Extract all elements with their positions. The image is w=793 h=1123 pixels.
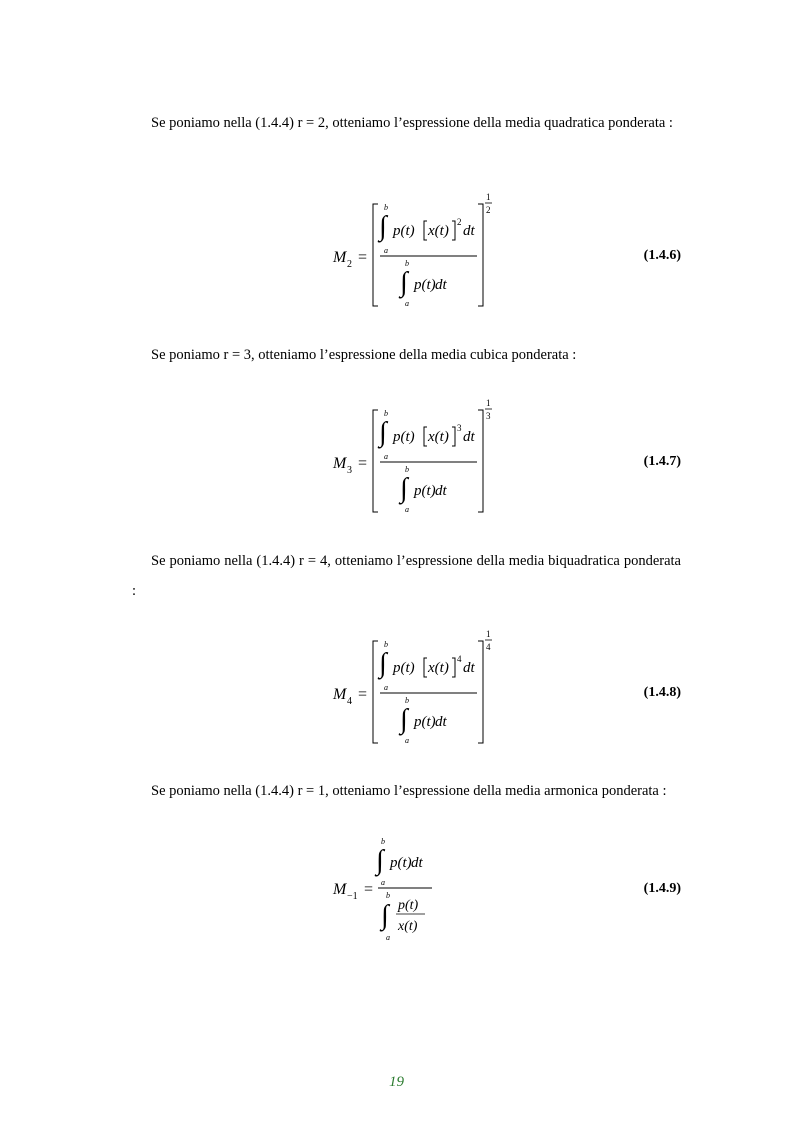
eq-exp-den: 4	[486, 642, 491, 652]
equation-1-4-7	[320, 396, 520, 521]
equation-number: (1.4.8)	[643, 685, 681, 700]
equation-1-4-8	[320, 627, 520, 752]
lower-limit: a	[405, 505, 409, 514]
integral-sign: ∫	[400, 267, 408, 298]
upper-limit: b	[405, 465, 409, 474]
dt: dt	[463, 429, 475, 445]
upper-limit: b	[405, 696, 409, 705]
lower-limit: a	[384, 246, 388, 255]
paragraph-1	[132, 108, 681, 138]
power: 4	[457, 654, 462, 664]
page-number: 19	[389, 1074, 404, 1090]
eq-lhs-subscript: −1	[347, 891, 358, 902]
integral-sign: ∫	[379, 417, 387, 448]
eq-equals: =	[364, 881, 374, 898]
dt: dt	[411, 855, 423, 871]
eq-exp-num: 1	[486, 192, 491, 202]
upper-limit: b	[384, 203, 388, 212]
eq-lhs-symbol: M	[333, 249, 347, 266]
eq-equals: =	[358, 686, 368, 703]
p-of-t: p(t)	[393, 429, 415, 445]
paragraph-4	[132, 776, 681, 806]
paragraph-3	[132, 546, 681, 606]
p-of-t: p(t)	[414, 483, 436, 499]
upper-limit: b	[386, 891, 390, 900]
upper-limit: b	[405, 259, 409, 268]
power: 2	[457, 217, 462, 227]
eq-exp-den: 2	[486, 205, 491, 215]
x-of-t: x(t)	[428, 429, 449, 445]
paragraph-2	[132, 340, 681, 370]
dt: dt	[435, 714, 447, 730]
paragraph-3-text: Se poniamo nella (1.4.4) r = 4, otteniamo l’espressione della media biquadratica ponderata :	[132, 553, 681, 599]
integral-sign: ∫	[400, 473, 408, 504]
integral-sign: ∫	[379, 211, 387, 242]
integral-sign: ∫	[379, 648, 387, 679]
eq-equals: =	[358, 249, 368, 266]
paragraph-2-text: Se poniamo r = 3, otteniamo l’espressione della media cubica ponderata :	[151, 347, 577, 363]
equation-1-4-6	[320, 190, 520, 315]
p-of-t: p(t)	[414, 714, 436, 730]
lower-limit: a	[386, 933, 390, 942]
equation-number: (1.4.7)	[643, 454, 681, 469]
upper-limit: b	[384, 640, 388, 649]
x-of-t: x(t)	[428, 223, 449, 239]
lower-limit: a	[405, 299, 409, 308]
p-of-t: p(t)	[390, 855, 412, 871]
lower-limit: a	[384, 683, 388, 692]
eq-exp-num: 1	[486, 629, 491, 639]
lower-limit: a	[381, 878, 385, 887]
power: 3	[457, 423, 462, 433]
upper-limit: b	[384, 409, 388, 418]
eq-exp-num: 1	[486, 398, 491, 408]
equation-number: (1.4.6)	[643, 248, 681, 263]
equation-1-4-9	[320, 830, 520, 945]
eq-lhs-subscript: 4	[347, 696, 352, 707]
eq-lhs-symbol: M	[333, 686, 347, 703]
p-of-t: p(t)	[414, 277, 436, 293]
dt: dt	[463, 223, 475, 239]
eq-exp-den: 3	[486, 411, 491, 421]
integral-sign: ∫	[400, 704, 408, 735]
p-of-t: p(t)	[398, 898, 419, 913]
paragraph-4-text: Se poniamo nella (1.4.4) r = 1, otteniamo l’espressione della media armonica ponderata :	[151, 783, 667, 799]
equation-number: (1.4.9)	[643, 881, 681, 896]
eq-equals: =	[358, 455, 368, 472]
x-of-t: x(t)	[398, 919, 418, 934]
upper-limit: b	[381, 837, 385, 846]
p-of-t: p(t)	[393, 223, 415, 239]
lower-limit: a	[405, 736, 409, 745]
dt: dt	[435, 277, 447, 293]
paragraph-1-text: Se poniamo nella (1.4.4) r = 2, otteniamo l’espressione della media quadratica ponderata :	[151, 115, 673, 131]
p-of-t: p(t)	[393, 660, 415, 676]
x-of-t: x(t)	[428, 660, 449, 676]
eq-lhs-subscript: 3	[347, 465, 352, 476]
eq-lhs-subscript: 2	[347, 259, 352, 270]
dt: dt	[435, 483, 447, 499]
eq-lhs-symbol: M	[333, 881, 347, 898]
integral-sign: ∫	[376, 845, 384, 876]
lower-limit: a	[384, 452, 388, 461]
eq-lhs-symbol: M	[333, 455, 347, 472]
integral-sign: ∫	[381, 900, 389, 931]
dt: dt	[463, 660, 475, 676]
